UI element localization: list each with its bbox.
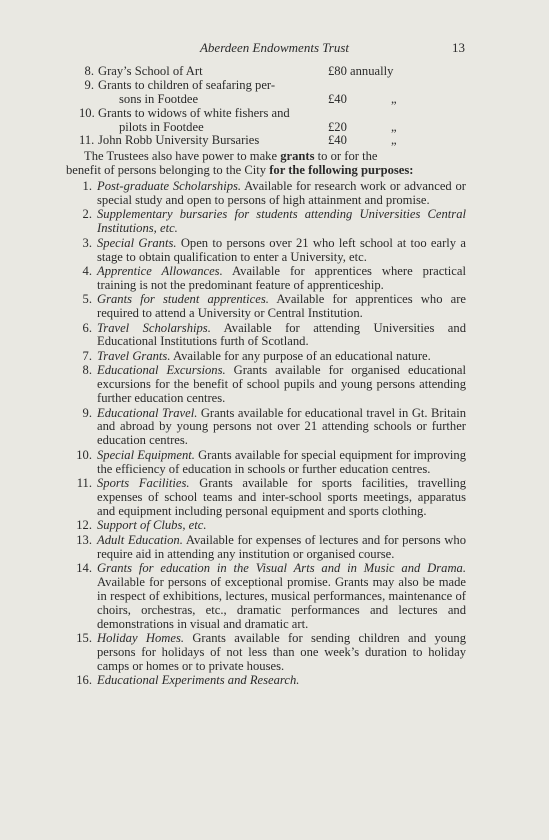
intro-bold: grants — [280, 149, 315, 163]
grant-text: Gray’s School of Art — [98, 64, 203, 78]
purpose-item — [66, 674, 466, 688]
grant-number: 10. — [79, 105, 95, 120]
purpose-text: Grants available for organised educational excursions for the benefit of school pupils and young persons attending further education centres. — [97, 363, 466, 406]
grant-text: John Robb University Bursaries — [98, 133, 260, 148]
purpose-text: Grants available for educational travel in Gt. Britain and abroad by young persons not over 21 attending schools or further education centres. — [97, 405, 466, 448]
intro-text: to or for the — [314, 149, 378, 163]
grant-item — [79, 65, 479, 79]
purpose-number: 8. — [82, 363, 92, 378]
grant-number: 11. — [79, 133, 95, 148]
purpose-number: 2. — [82, 207, 92, 222]
purpose-number: 14. — [76, 560, 92, 575]
purpose-item — [66, 265, 466, 293]
purpose-title: Supplementary bursaries for students attending Universities Central Institutions, etc. — [97, 207, 466, 236]
purpose-text: Available for persons of exceptional promise. Grants may also be made in respect of exhibitions, lectures, musical performances, maintenance of choirs, orchestras, etc., dramatic performances and lectures and demonstrations in visual and dramatic art. — [97, 574, 466, 631]
purpose-item — [66, 534, 466, 562]
purpose-title: Travel Grants. — [97, 348, 171, 363]
purpose-title: Special Equipment. — [97, 447, 195, 462]
purpose-title: Grants for student apprentices. — [97, 292, 269, 307]
intro-paragraph-line2 — [66, 164, 413, 178]
purpose-text: Available for attending Universities and Educational Institutions furth of Scotland. — [97, 320, 466, 349]
grant-amount: £40 — [328, 133, 347, 148]
purpose-item — [66, 237, 466, 265]
purpose-number: 3. — [82, 235, 92, 250]
purpose-title: Apprentice Allowances. — [97, 263, 223, 278]
grant-amount: £20 — [328, 119, 347, 134]
intro-text: The Trustees also have power to make — [84, 149, 281, 163]
purpose-title: Post-graduate Scholarships. — [97, 179, 242, 193]
purpose-text: Grants available for sending children and young persons for holidays of not less than one week’s duration to holiday camps or homes or to private houses. — [97, 631, 466, 673]
purpose-number: 16. — [76, 673, 92, 688]
purpose-number: 9. — [82, 405, 92, 420]
purpose-item — [66, 180, 466, 208]
purpose-number: 4. — [82, 263, 92, 278]
grant-text: Grants to widows of white fishers and — [98, 105, 290, 120]
grants-list — [79, 65, 479, 148]
purpose-text: Open to persons over 21 who left school at too early a stage to obtain qualification to enter a University, etc. — [97, 235, 466, 264]
purpose-title: Sports Facilities. — [97, 476, 190, 491]
purpose-item — [66, 449, 466, 477]
purpose-text: Available for research work or advanced or special study and open to persons of high attainment and promise. — [97, 179, 466, 207]
purpose-item — [66, 293, 466, 321]
grant-item-continuation — [79, 93, 479, 107]
ditto-mark: „ — [391, 91, 397, 106]
purpose-item — [66, 519, 466, 533]
purpose-item — [66, 407, 466, 449]
purpose-item — [66, 632, 466, 674]
purpose-title: Special Grants. — [97, 235, 177, 250]
grant-text: Grants to children of seafaring per- — [98, 77, 276, 92]
grant-number: 9. — [84, 77, 94, 92]
grant-item — [79, 79, 479, 93]
purpose-item — [66, 477, 466, 519]
purpose-title: Travel Scholarships. — [97, 320, 211, 335]
intro-bold: for the following purposes: — [269, 163, 414, 177]
grant-number: 8. — [84, 64, 94, 78]
purpose-number: 13. — [76, 532, 92, 547]
purpose-text: Grants available for special equipment for improving the efficiency of education in schools or further education centres. — [97, 447, 466, 476]
purpose-number: 7. — [82, 348, 92, 363]
purpose-number: 1. — [82, 179, 92, 193]
purpose-text: Available for expenses of lectures and for persons who require aid in attending any institution or organised course. — [97, 532, 466, 561]
page-number: 13 — [452, 40, 465, 55]
purpose-item — [66, 364, 466, 406]
purpose-title: Adult Education. — [97, 532, 183, 547]
ditto-mark: „ — [391, 119, 397, 134]
grant-text: sons in Footdee — [119, 91, 199, 106]
purpose-title: Holiday Homes. — [97, 631, 185, 645]
running-title: Aberdeen Endowments Trust — [199, 40, 349, 55]
intro-text: benefit of persons belonging to the City — [66, 163, 270, 177]
intro-paragraph — [84, 150, 464, 164]
purpose-title: Support of Clubs, etc. — [97, 518, 207, 533]
purpose-number: 10. — [76, 447, 92, 462]
purpose-number: 11. — [76, 476, 92, 491]
purpose-number: 6. — [82, 320, 92, 335]
purpose-item — [66, 350, 466, 364]
purpose-text: Available for apprentices who are required to attend a University or Central Institution. — [97, 292, 467, 321]
purpose-text: Available for any purpose of an educational nature. — [170, 348, 431, 363]
purpose-number: 12. — [76, 518, 92, 533]
purpose-number: 15. — [76, 631, 92, 645]
grant-amount: £40 — [328, 91, 347, 106]
purpose-item — [66, 562, 466, 632]
purposes-list — [66, 180, 466, 689]
grant-text: pilots in Footdee — [119, 119, 204, 134]
grant-item — [79, 134, 479, 148]
grant-amount: £80 annually — [328, 64, 394, 78]
grant-item-continuation — [79, 121, 479, 135]
purpose-text: Available for apprentices where practical training is not the predominant feature of apprenticeship. — [97, 263, 466, 292]
purpose-item — [66, 322, 466, 350]
purpose-number: 5. — [82, 292, 92, 307]
purpose-title: Educational Travel. — [97, 405, 198, 420]
ditto-mark: „ — [391, 133, 397, 148]
purpose-text: Grants available for sports facilities, travelling expenses of school teams and inter-school sports meetings, apparatus and equipment including personal equipment and sports clothing. — [97, 476, 466, 518]
purpose-title: Educational Experiments and Research. — [97, 673, 300, 688]
grant-item — [79, 107, 479, 121]
purpose-title: Grants for education in the Visual Arts and in Music and Drama. — [97, 560, 466, 575]
purpose-title: Educational Excursions. — [97, 363, 226, 378]
purpose-item — [66, 208, 466, 236]
